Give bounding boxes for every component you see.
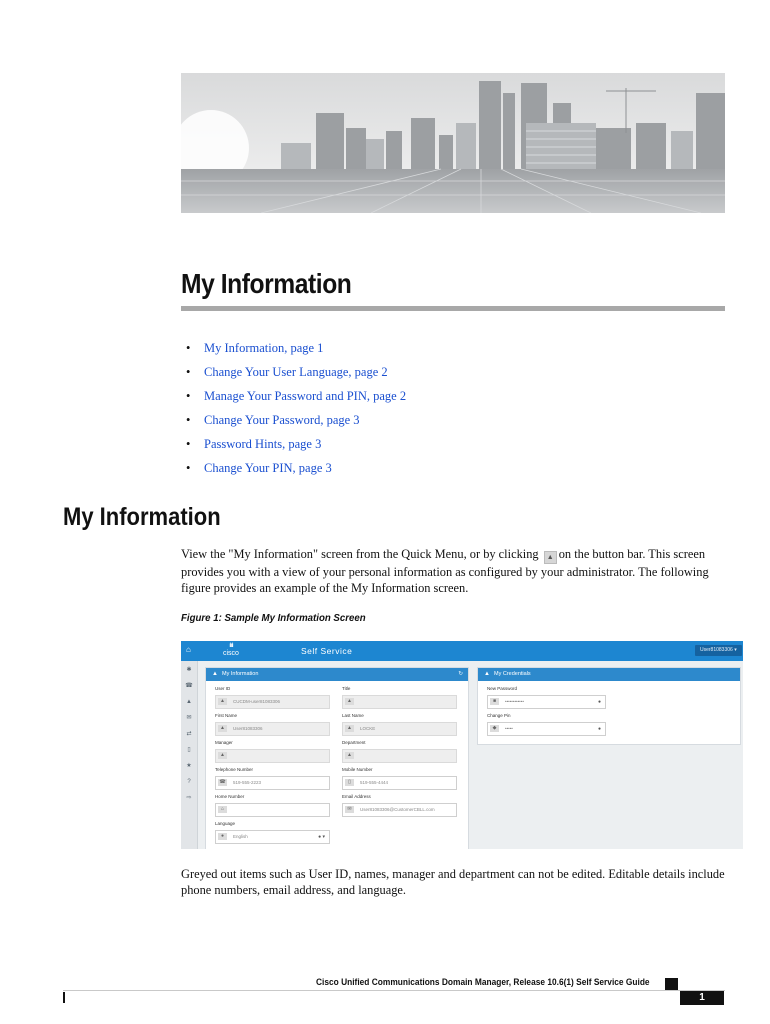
mail-icon: ✉ [186, 715, 192, 721]
toc-link-change-language[interactable]: • Change Your User Language, page 2 [186, 360, 406, 384]
email-field[interactable] [342, 803, 457, 817]
my-information-panel [205, 667, 469, 849]
chapter-title: My Information [181, 268, 352, 299]
mobile-label: Mobile Number [342, 767, 373, 772]
user-icon: ▲ [218, 698, 227, 705]
phone-icon: ☎ [185, 683, 193, 689]
title-label: Title [342, 686, 351, 691]
mobile-icon: ▯ [345, 779, 354, 786]
user-icon: ▲ [345, 698, 354, 705]
last-name-field [342, 722, 457, 736]
first-name-value: User81083306 [233, 726, 263, 731]
section-title: My Information [63, 503, 221, 531]
key-icon: ◆ [490, 725, 499, 732]
email-label: Email Address [342, 794, 371, 799]
home-icon: ⌂ [186, 645, 191, 654]
chapter-toc [186, 336, 406, 480]
mail-icon: ✉ [345, 806, 354, 813]
department-label: Department [342, 740, 366, 745]
language-value: English [233, 834, 248, 839]
toc-link-manage-password-pin[interactable]: • Manage Your Password and PIN, page 2 [186, 384, 406, 408]
intro-text-end: on the button bar. This screen provides you with a view of your personal information as configured by your administrator. The following figure provides an example of the My Information screen. [181, 547, 709, 595]
user-id-label: User ID [215, 686, 231, 691]
first-name-field [215, 722, 330, 736]
speech-bubble-icon: ● [218, 833, 227, 840]
new-password-value: •••••••••••• [505, 699, 524, 704]
first-name-label: First Name [215, 713, 238, 718]
info-icon: ● [597, 726, 601, 732]
new-password-field[interactable] [487, 695, 606, 709]
user-icon: ▲ [345, 725, 354, 732]
change-pin-value: ••••• [505, 726, 513, 731]
manager-label: Manager [215, 740, 233, 745]
shot-app-title: Self Service [301, 646, 353, 656]
panel-header [206, 668, 468, 681]
chapter-hero-image [181, 73, 725, 213]
user-icon: ▲ [544, 551, 557, 564]
telephone-value: 519-555-2223 [233, 780, 262, 785]
refresh-icon: ↻ [458, 671, 463, 677]
user-id-value: CUCDM-user81083306 [233, 699, 281, 704]
user-icon: ▲ [212, 671, 218, 677]
cisco-logo: ılıılı cisco [223, 643, 239, 657]
toc-link-my-information[interactable]: • My Information, page 1 [186, 336, 406, 360]
last-name-label: Last Name [342, 713, 364, 718]
last-name-value: LOCKE [360, 726, 376, 731]
footer-guide-title: Cisco Unified Communications Domain Manager, Release 10.6(1) Self Service Guide [316, 977, 650, 988]
change-pin-field[interactable] [487, 722, 606, 736]
language-select[interactable] [215, 830, 330, 844]
email-value: User81083306@CustomerCBLL.com [360, 807, 435, 812]
footer-rule [63, 990, 725, 991]
phone-icon: ☎ [219, 779, 226, 785]
intro-text-start: View the "My Information" screen from the Quick Menu, or by clicking [181, 547, 539, 561]
shot-sidebar [181, 661, 198, 849]
gear-icon: ✱ [186, 667, 192, 673]
intro-paragraph [181, 546, 726, 596]
panel-title: My Credentials [494, 671, 531, 677]
shot-user-menu: User81083306 ▾ [695, 645, 742, 656]
user-id-field [215, 695, 330, 709]
manager-field [215, 749, 330, 763]
body-paragraph: Greyed out items such as User ID, names, manager and department can not be edited. Editable details include phone numbers, email address, and language. [181, 867, 725, 897]
page-number: 1 [680, 991, 724, 1005]
my-credentials-panel [477, 667, 741, 745]
mobile-value: 519-555-4444 [360, 780, 389, 785]
lock-icon: ▲ [484, 671, 490, 677]
toc-link-change-password[interactable]: • Change Your Password, page 3 [186, 408, 406, 432]
toc-link-change-pin[interactable]: • Change Your PIN, page 3 [186, 456, 406, 480]
mobile-icon: ▯ [187, 747, 191, 753]
panel-title: My Information [222, 671, 259, 677]
star-icon: ★ [186, 763, 192, 769]
home-number-field[interactable] [215, 803, 330, 817]
telephone-field[interactable] [215, 776, 330, 790]
language-label: Language [215, 821, 236, 826]
info-icon: ● [597, 699, 601, 705]
department-field [342, 749, 457, 763]
user-icon: ▲ [218, 752, 227, 759]
home-icon: ⌂ [218, 806, 227, 813]
cisco-logo-text: cisco [223, 650, 239, 657]
chevron-down-icon: ● ▾ [318, 834, 325, 840]
telephone-label: Telephone Number [215, 767, 254, 772]
chapter-title-rule [181, 306, 725, 311]
shot-top-bar [181, 641, 743, 661]
mobile-field[interactable] [342, 776, 457, 790]
help-icon: ? [187, 779, 191, 785]
new-password-label: New Password [487, 686, 518, 691]
forward-icon: ⇄ [186, 731, 192, 737]
footer-block [665, 978, 678, 990]
user-icon: ▲ [218, 725, 227, 732]
user-icon: ▲ [345, 752, 354, 759]
panel-header [478, 668, 740, 681]
figure-caption: Figure 1: Sample My Information Screen [181, 612, 366, 624]
title-field [342, 695, 457, 709]
home-number-label: Home Number [215, 794, 245, 799]
toc-link-password-hints[interactable]: • Password Hints, page 3 [186, 432, 406, 456]
change-pin-label: Change Pin [487, 713, 511, 718]
logout-icon: ⇨ [186, 795, 192, 801]
my-information-screenshot [181, 641, 743, 849]
footer-tick [63, 992, 65, 1003]
user-icon: ▲ [186, 699, 192, 705]
lock-icon: ■ [490, 698, 499, 705]
